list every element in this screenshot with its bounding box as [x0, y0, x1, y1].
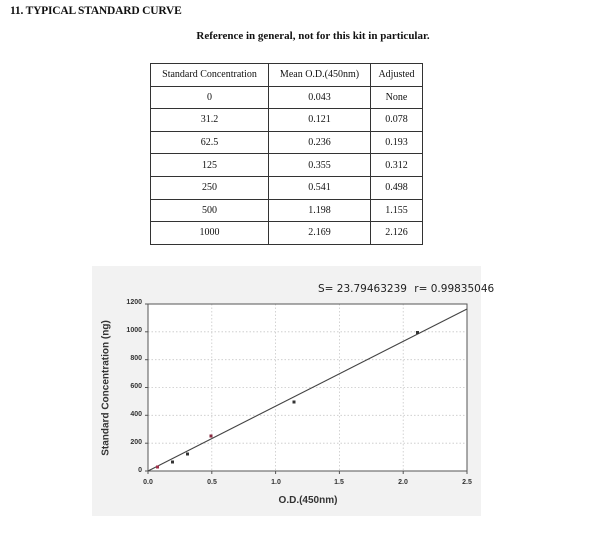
x-tick-label: 0.5 — [207, 479, 217, 486]
y-tick-label: 600 — [130, 383, 142, 390]
cell-adjusted: 0.312 — [371, 154, 423, 177]
x-tick-label: 2.5 — [462, 479, 472, 486]
data-point — [186, 453, 189, 456]
cell-mean-od: 0.355 — [269, 154, 371, 177]
x-tick-label: 1.0 — [271, 479, 281, 486]
data-point — [171, 461, 174, 464]
cell-adjusted: 1.155 — [371, 199, 423, 222]
cell-concentration: 125 — [151, 154, 269, 177]
cell-concentration: 31.2 — [151, 109, 269, 132]
cell-adjusted: 0.498 — [371, 176, 423, 199]
cell-concentration: 250 — [151, 176, 269, 199]
data-point — [210, 435, 213, 438]
data-point — [293, 401, 296, 404]
header-mean-od: Mean O.D.(450nm) — [269, 64, 371, 87]
subtitle: Reference in general, not for this kit in particular. — [196, 30, 430, 42]
y-tick-label: 800 — [130, 355, 142, 362]
cell-adjusted: 0.193 — [371, 131, 423, 154]
y-axis-label: Standard Concentration (ng) — [100, 320, 112, 456]
cell-concentration: 0 — [151, 86, 269, 109]
y-tick-label: 200 — [130, 439, 142, 446]
cell-adjusted: 2.126 — [371, 222, 423, 245]
y-tick-label: 400 — [130, 411, 142, 418]
x-tick-label: 1.5 — [334, 479, 344, 486]
header-standard-concentration: Standard Concentration — [151, 64, 269, 87]
fit-statistics — [318, 283, 498, 295]
cell-concentration: 500 — [151, 199, 269, 222]
x-tick-label: 2.0 — [398, 479, 408, 486]
fit-r-value: r= 0.99835046 — [414, 283, 495, 295]
x-axis-label: O.D.(450nm) — [278, 495, 338, 506]
header-adjusted: Adjusted — [371, 64, 423, 87]
cell-mean-od: 0.236 — [269, 131, 371, 154]
y-tick-label: 1200 — [126, 299, 142, 306]
cell-adjusted: None — [371, 86, 423, 109]
cell-adjusted: 0.078 — [371, 109, 423, 132]
cell-concentration: 1000 — [151, 222, 269, 245]
cell-mean-od: 0.541 — [269, 176, 371, 199]
cell-concentration: 62.5 — [151, 131, 269, 154]
y-tick-label: 0 — [138, 467, 142, 474]
plot-area — [148, 304, 467, 471]
data-point — [416, 331, 419, 334]
cell-mean-od: 1.198 — [269, 199, 371, 222]
x-tick-label: 0.0 — [143, 479, 153, 486]
fit-s-value: S= 23.79463239 — [318, 283, 407, 295]
cell-mean-od: 0.121 — [269, 109, 371, 132]
cell-mean-od: 0.043 — [269, 86, 371, 109]
cell-mean-od: 2.169 — [269, 222, 371, 245]
section-title: 11. TYPICAL STANDARD CURVE — [10, 5, 182, 17]
y-tick-label: 1000 — [126, 327, 142, 334]
data-point — [156, 466, 159, 469]
